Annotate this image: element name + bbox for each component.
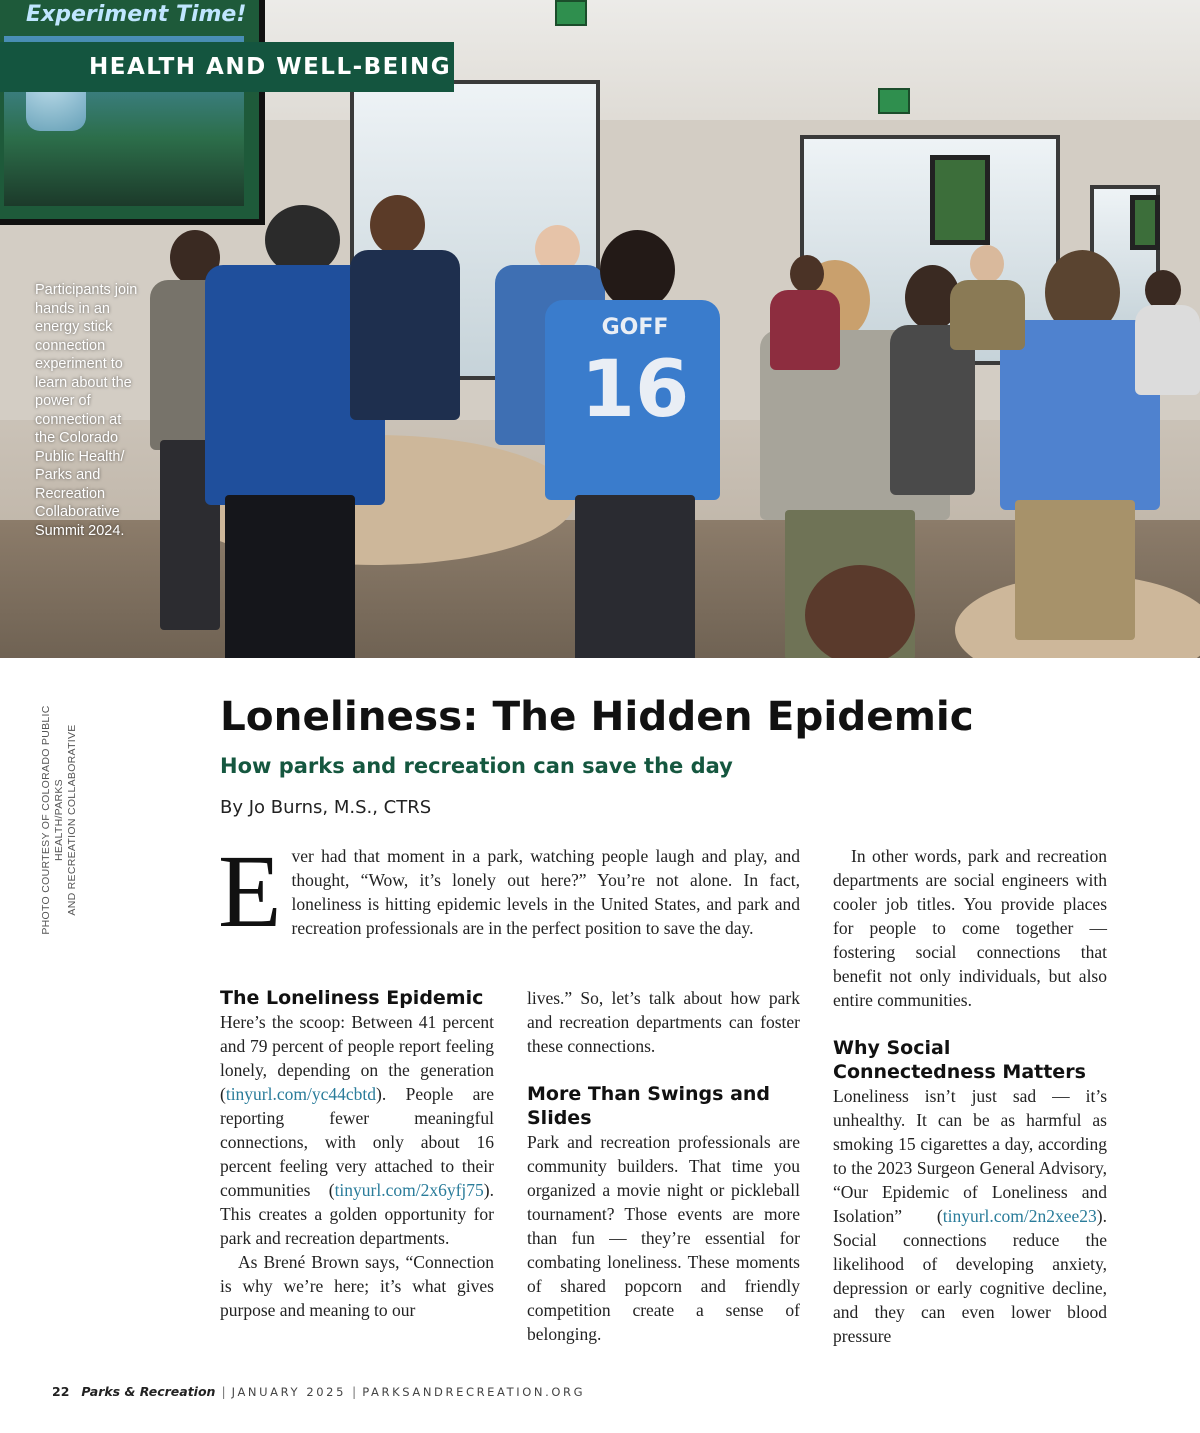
- drop-cap: E: [218, 834, 282, 949]
- subhead-loneliness-epidemic: The Loneliness Epidemic: [220, 987, 484, 1009]
- section-tag: HEALTH AND WELL-BEING: [0, 42, 454, 92]
- photo-credit-line: PHOTO COURTESY OF COLORADO PUBLIC HEALTH/PARKS: [40, 705, 65, 935]
- link-tinyurl-yc44cbtd[interactable]: tinyurl.com/yc44cbtd: [225, 1084, 377, 1104]
- issue-date: JANUARY 2025: [231, 1385, 347, 1399]
- paragraph: [833, 1084, 1107, 1348]
- exit-sign-icon: [555, 0, 587, 26]
- text-run: ). People are reporting fewer meaningful connections, with only about 16 percent feeling very attached to their communities (: [220, 1084, 494, 1200]
- page-footer: [52, 1384, 585, 1399]
- separator: |: [352, 1384, 357, 1399]
- article-byline: By Jo Burns, M.S., CTRS: [220, 797, 432, 818]
- jersey-name: GOFF: [601, 315, 669, 340]
- jersey-number: 16: [580, 345, 690, 435]
- presentation-screen: [0, 0, 265, 225]
- wall-tv: [1130, 195, 1160, 250]
- column-1: [220, 986, 494, 1322]
- paragraph: lives.” So, let’s talk about how park and recreation departments can foster these connections.: [527, 988, 800, 1056]
- intro-paragraph: [218, 834, 800, 949]
- text-run: Loneliness isn’t just sad — it’s unhealthy. It can be as harmful as smoking 15 cigarettes a day, according to the 2023 Surgeon General Advisory, “Our Epidemic of Loneliness and Isolation” (: [833, 1086, 1107, 1226]
- photo-credit-line: AND RECREATION COLLABORATIVE: [66, 724, 78, 916]
- column-3: [833, 844, 1107, 1348]
- paragraph: [220, 1010, 494, 1250]
- hero-photo: [0, 0, 1200, 658]
- link-tinyurl-2n2xee23[interactable]: tinyurl.com/2n2xee23: [942, 1206, 1097, 1226]
- exit-sign-icon: [878, 88, 910, 114]
- paragraph: In other words, park and recreation departments are social engineers with cooler job titles. You provide places for people to come together — fostering social connections that benefit not only individuals, but also entire communities.: [833, 846, 1107, 1010]
- column-2: [527, 986, 800, 1346]
- photo-caption: Participants join hands in an energy stick connection experiment to learn about the power of connection at the Colorado Public Health/ Parks and Recreation Collaborative Summit 2024.: [35, 282, 138, 539]
- link-tinyurl-2x6yfj75[interactable]: tinyurl.com/2x6yfj75: [334, 1180, 484, 1200]
- magazine-name: Parks & Recreation: [81, 1384, 216, 1399]
- screen-title: Experiment Time!: [26, 2, 247, 27]
- text-run: ). This creates a golden opportunity for park and recreation departments.: [220, 1180, 494, 1248]
- subhead-more-than-swings: More Than Swings and Slides: [527, 1083, 771, 1129]
- intro-text: ver had that moment in a park, watching people laugh and play, and thought, “Wow, it’s lonely out here?” You’re not alone. In fact, loneliness is hitting epidemic levels in the United States, and park and recreation professionals are in the perfect position to save the day.: [291, 846, 800, 938]
- text-run: ). Social connections reduce the likelihood of developing anxiety, depression or early cognitive decline, and they can even lower blood pressure: [833, 1206, 1107, 1346]
- subhead-why-social-connectedness: Why Social Connectedness Matters: [833, 1037, 1086, 1083]
- page-number: 22: [52, 1384, 70, 1399]
- website[interactable]: PARKSANDRECREATION.ORG: [362, 1385, 586, 1399]
- paragraph: As Brené Brown says, “Connection is why we’re here; it’s what gives purpose and meaning to our: [220, 1252, 494, 1320]
- separator: |: [221, 1384, 226, 1399]
- paragraph: Park and recreation professionals are community builders. That time you organized a movie night or pickleball tournament? Those events are more than fun — they’re essential for combating loneliness. These moments of shared popcorn and friendly competition create a sense of belonging.: [527, 1132, 800, 1344]
- text-run: Here’s the scoop: Between 41 percent and 79 percent of people report feeling lonely, depending on the generation (: [220, 1012, 494, 1104]
- photo-credit: [40, 670, 79, 970]
- article-deck: How parks and recreation can save the day: [220, 754, 733, 778]
- article-title: Loneliness: The Hidden Epidemic: [220, 692, 974, 740]
- wall-tv: [930, 155, 990, 245]
